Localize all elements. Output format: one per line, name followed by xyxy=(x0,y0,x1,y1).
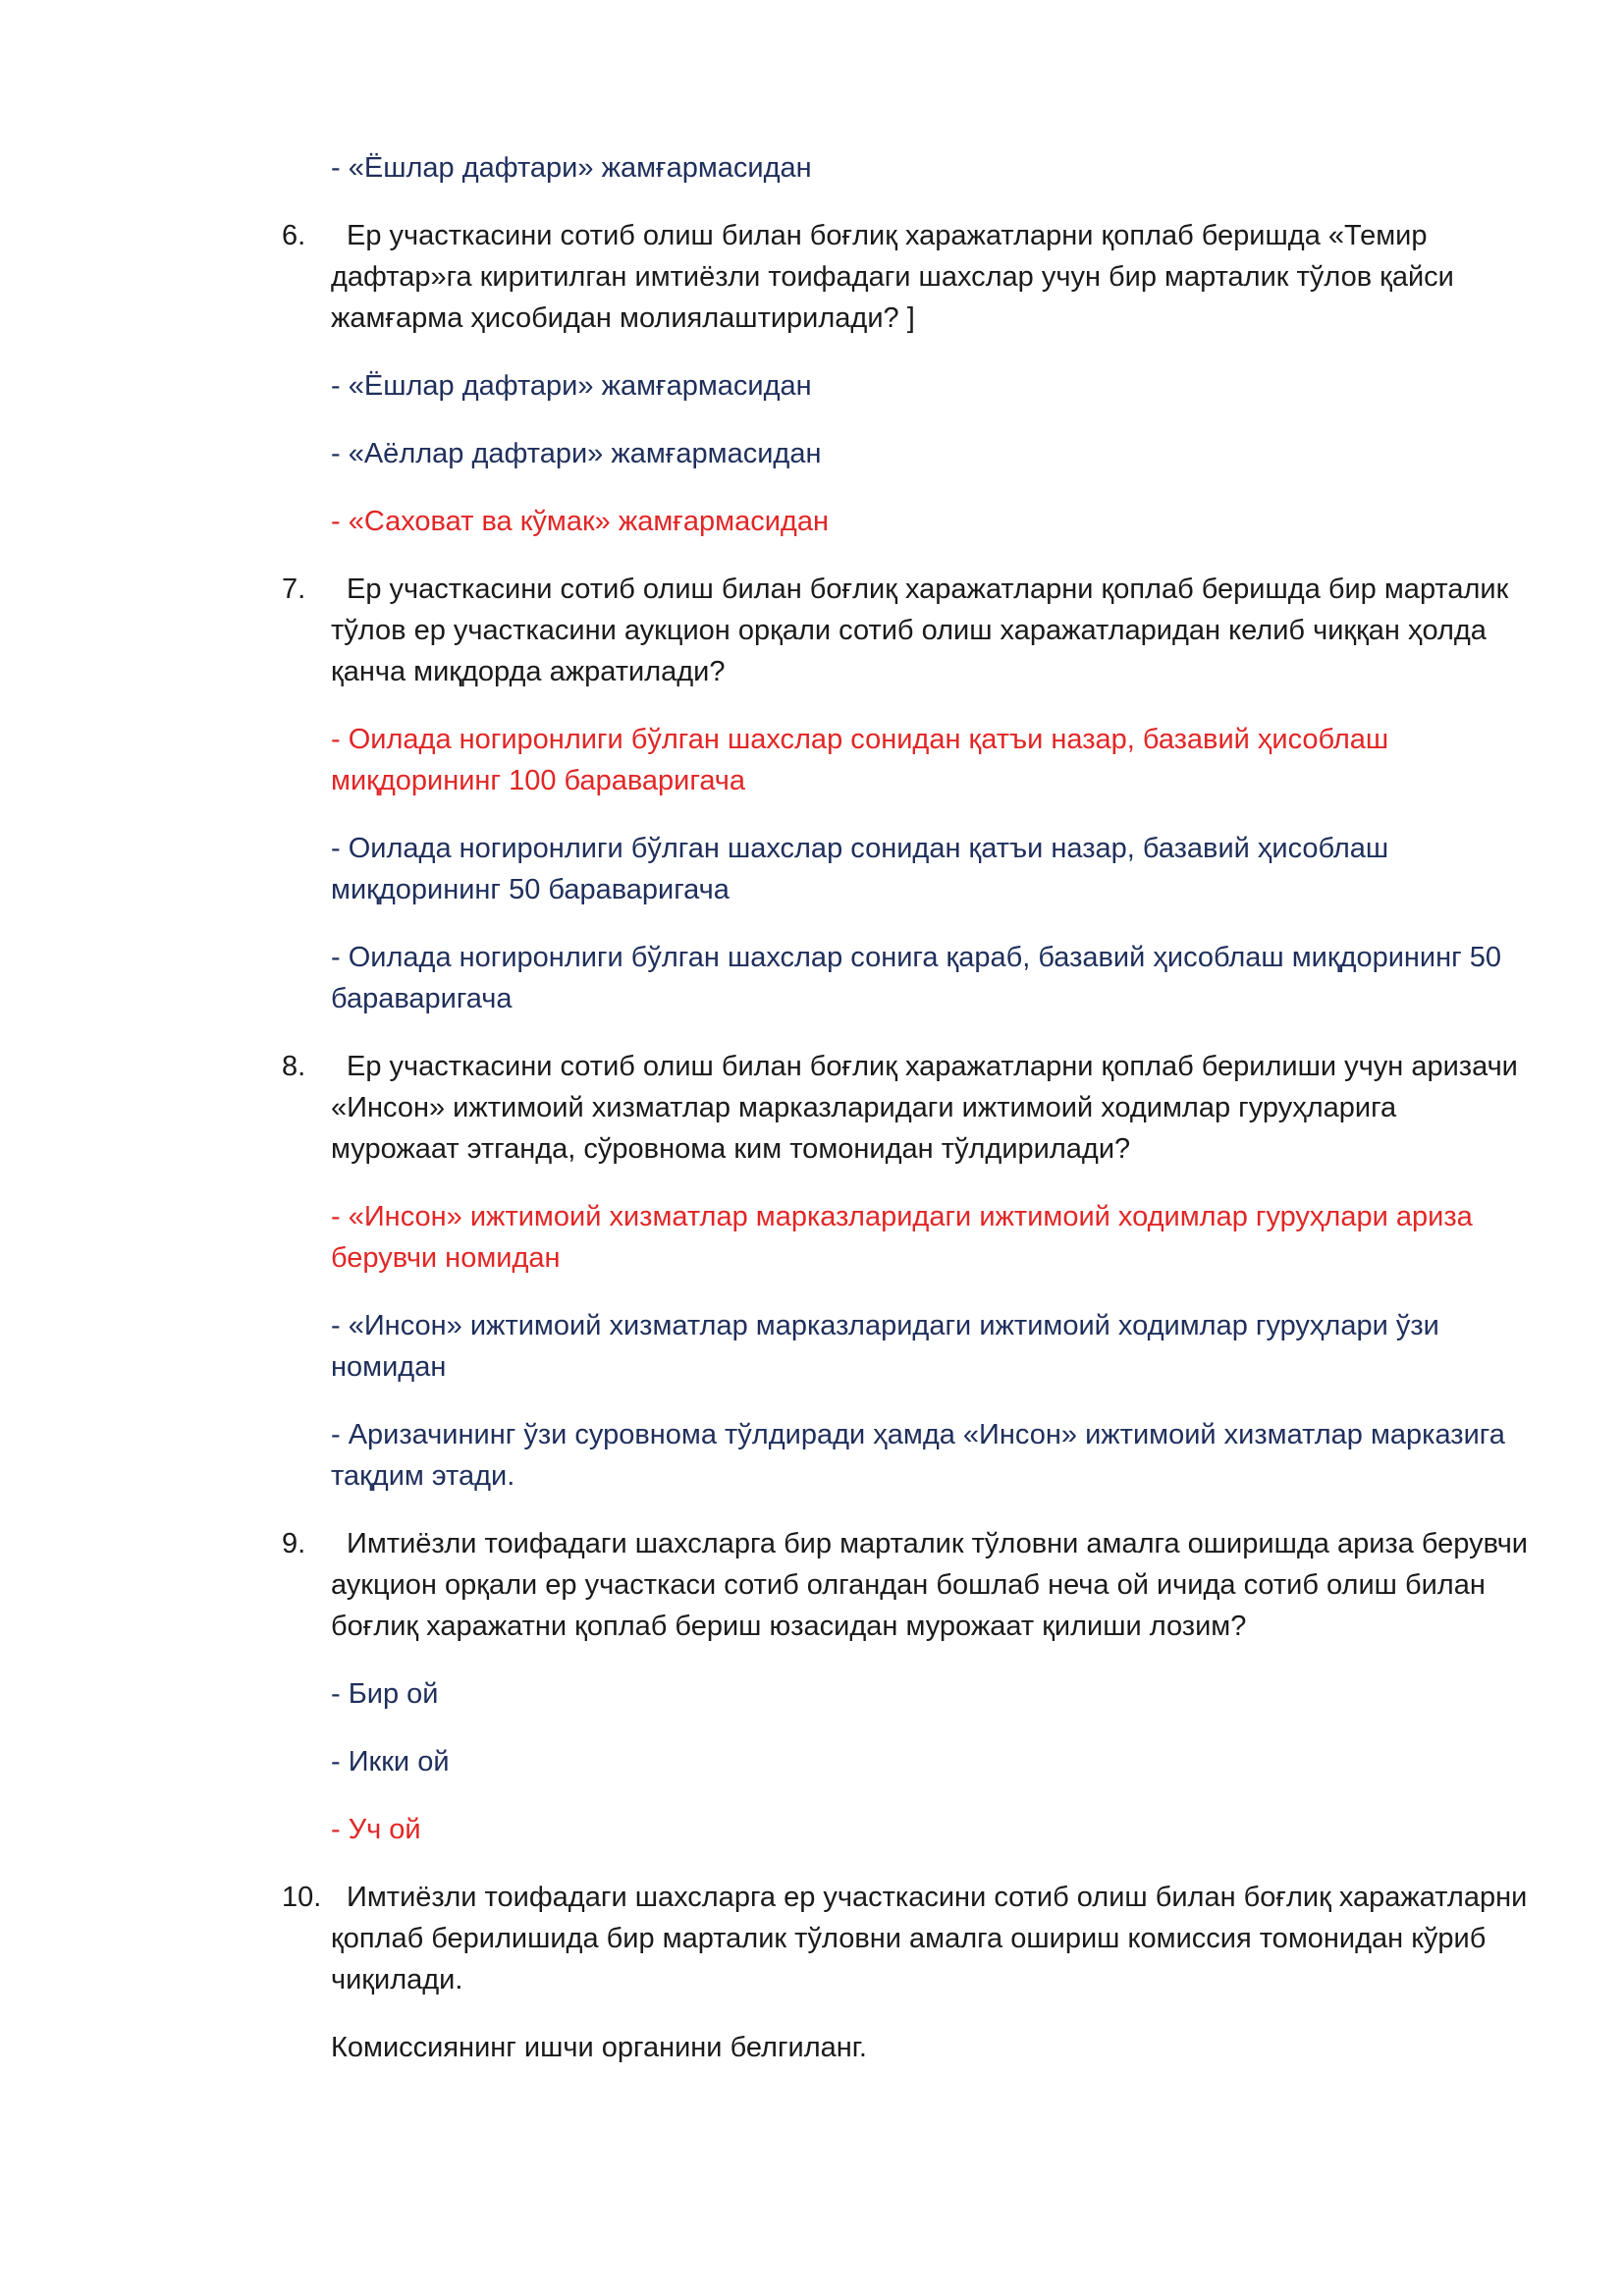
answer-option-correct: - «Инсон» ижтимоий хизматлар марказларидаги ижтимоий ходимлар гуруҳлари ариза берувчи номидан xyxy=(331,1201,1473,1274)
question-10 xyxy=(282,1877,1529,2000)
answer-option: - Оилада ногиронлиги бўлган шахслар сонидан қатъи назар, базавий ҳисоблаш миқдорининг 50 бараваригача xyxy=(331,833,1389,905)
question-7 xyxy=(282,569,1529,692)
answer-option: - Икки ой xyxy=(331,1746,450,1777)
question-8 xyxy=(282,1046,1529,1170)
question-text: Имтиёзли тоифадаги шахсларга бир марталик тўловни амалга оширишда ариза берувчи аукцион орқали ер участкаси сотиб олгандан бошлаб неча ой ичида сотиб олиш билан боғлиқ харажатни қоплаб бериш юзасидан мурожаат қилиши лозим? xyxy=(331,1528,1529,1642)
question-6 xyxy=(282,215,1529,339)
question-number: 8. xyxy=(282,1051,306,1082)
question-number: 9. xyxy=(282,1528,306,1559)
question-text: Ер участкасини сотиб олиш билан боғлиқ харажатларни қоплаб беришда бир марталик тўлов ер участкасини аукцион орқали сотиб олиш харажатларидан келиб чиққан ҳолда қанча миқдорда ажратилади? xyxy=(331,574,1509,687)
lead-option: - «Ёшлар дафтари» жамғармасидан xyxy=(331,152,812,184)
answer-option: - Оилада ногиронлиги бўлган шахслар сонига қараб, базавий ҳисоблаш миқдорининг 50 бараваригача xyxy=(331,942,1502,1014)
answer-option-correct: - «Саховат ва кўмак» жамғармасидан xyxy=(331,506,829,537)
answer-option: - «Инсон» ижтимоий хизматлар марказларидаги ижтимоий ходимлар гуруҳлари ўзи номидан xyxy=(331,1310,1439,1383)
answer-option: - Бир ой xyxy=(331,1678,439,1710)
answer-option: - «Аёллар дафтари» жамғармасидан xyxy=(331,438,822,469)
answer-option-correct: - Оилада ногиронлиги бўлган шахслар сонидан қатъи назар, базавий ҳисоблаш миқдорининг 100 бараваригача xyxy=(331,724,1389,796)
document-content xyxy=(282,147,1529,2068)
answer-option-correct: - Уч ой xyxy=(331,1814,421,1845)
answer-option: - Аризачининг ўзи суровнома тўлдиради ҳамда «Инсон» ижтимоий хизматлар марказига тақдим этади. xyxy=(331,1419,1505,1492)
question-text: Ер участкасини сотиб олиш билан боғлиқ харажатларни қоплаб берилиши учун аризачи «Инсон» ижтимоий хизматлар марказларидаги ижтимоий ходимлар гуруҳларига мурожаат этганда, сўровнома ким томонидан тўлдирилади? xyxy=(331,1051,1518,1165)
closing-note: Комиссиянинг ишчи органини белгиланг. xyxy=(331,2032,867,2063)
question-text: Имтиёзли тоифадаги шахсларга ер участкасини сотиб олиш билан боғлиқ харажатларни қоплаб берилишида бир марталик тўловни амалга ошириш комиссия томонидан кўриб чиқилади. xyxy=(331,1882,1528,1995)
question-number: 10. xyxy=(282,1882,322,1913)
answer-option: - «Ёшлар дафтари» жамғармасидан xyxy=(331,370,812,402)
question-number: 7. xyxy=(282,574,306,605)
question-number: 6. xyxy=(282,220,306,251)
question-text: Ер участкасини сотиб олиш билан боғлиқ харажатларни қоплаб беришда «Темир дафтар»га киритилган имтиёзли тоифадаги шахслар учун бир марталик тўлов қайси жамғарма ҳисобидан молиялаштирилади? ] xyxy=(331,220,1454,334)
question-9 xyxy=(282,1523,1529,1647)
